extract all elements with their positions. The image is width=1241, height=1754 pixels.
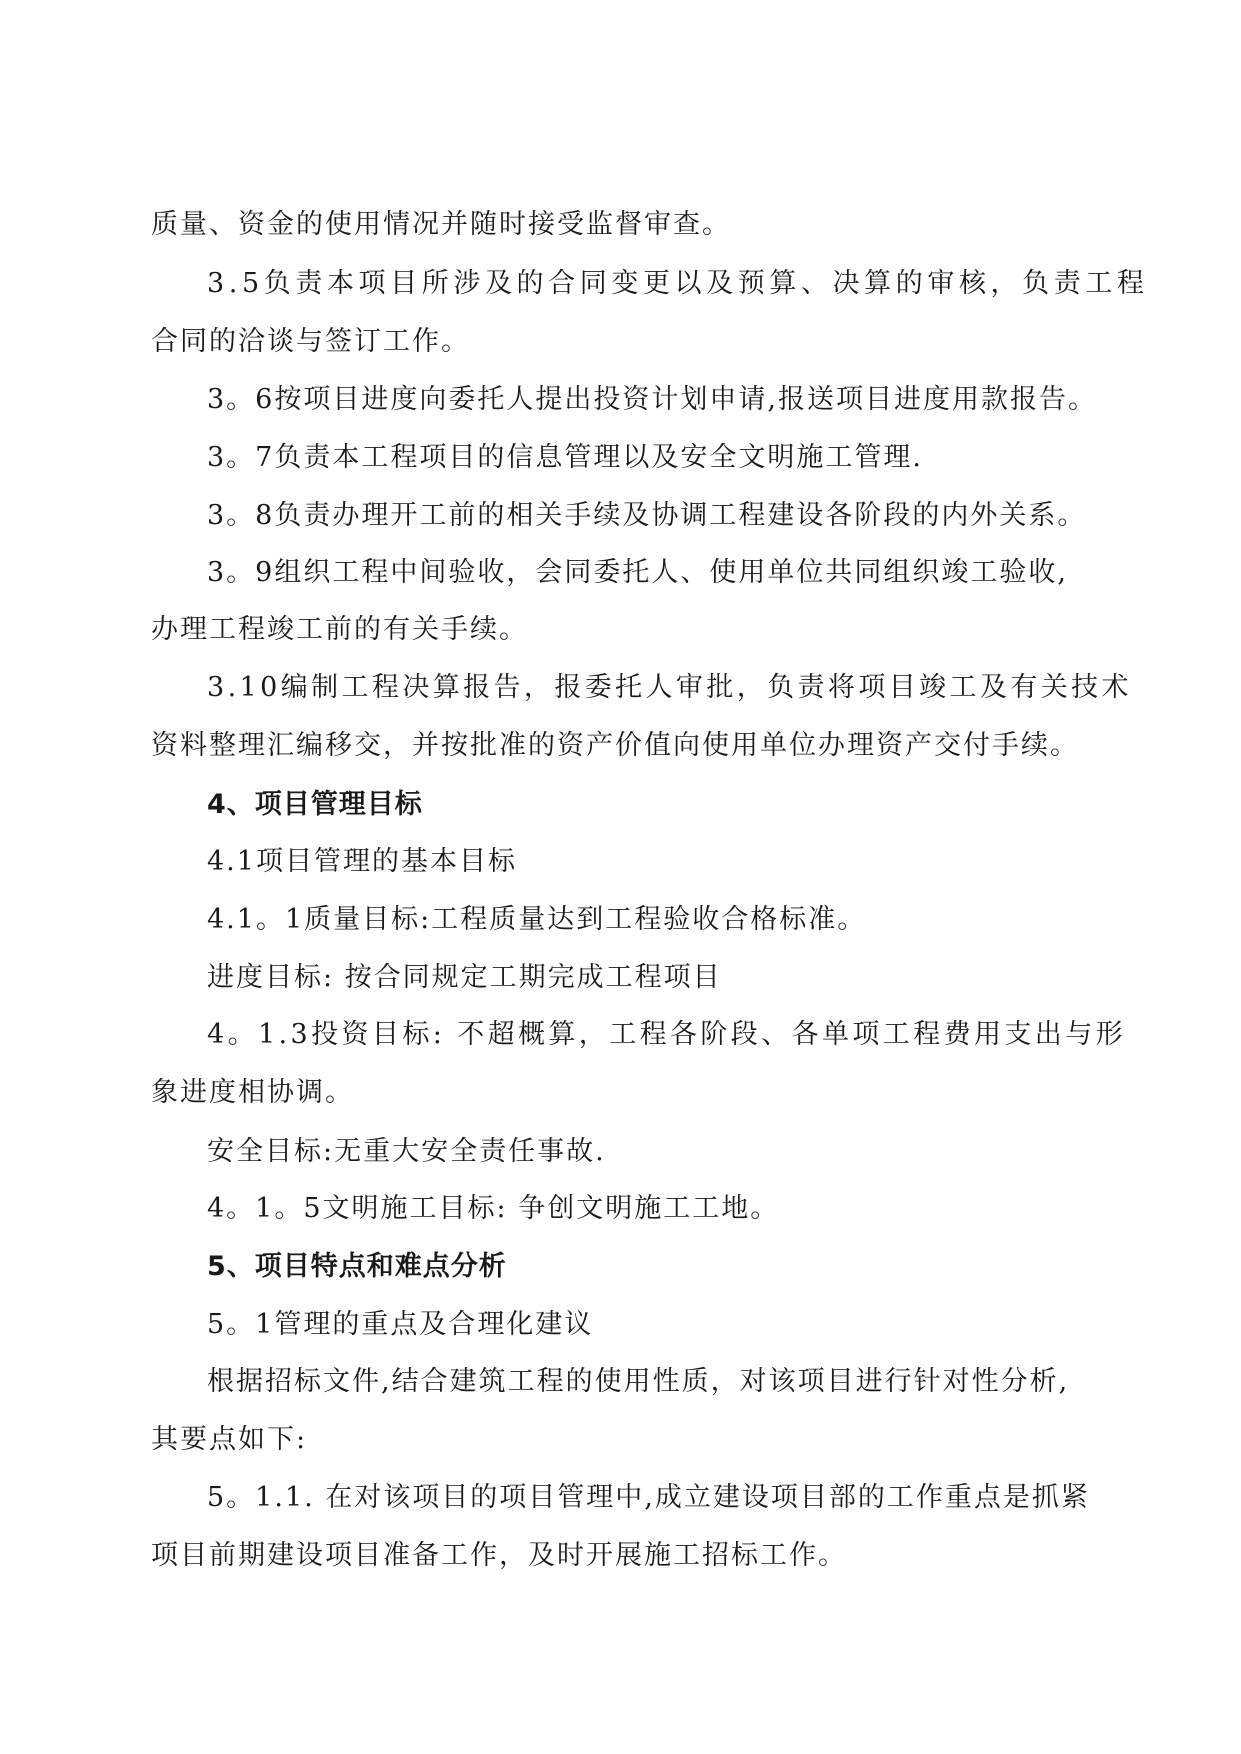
paragraph-line: 3.10编制工程决算报告，报委托人审批，负责将项目竣工及有关技术 — [207, 672, 1132, 703]
paragraph-line: 3。8负责办理开工前的相关手续及协调工程建设各阶段的内外关系。 — [207, 500, 1087, 531]
paragraph-line: 合同的洽谈与签订工作。 — [151, 326, 470, 357]
paragraph-line: 3。7负责本工程项目的信息管理以及安全文明施工管理. — [207, 442, 923, 473]
paragraph-line: 安全目标:无重大安全责任事故. — [207, 1136, 606, 1167]
paragraph-line: 项目前期建设项目准备工作，及时开展施工招标工作。 — [151, 1540, 847, 1571]
paragraph-line: 5。1.1. 在对该项目的项目管理中,成立建设项目部的工作重点是抓紧 — [207, 1482, 1090, 1513]
paragraph-line: 办理工程竣工前的有关手续。 — [151, 614, 528, 645]
paragraph-line: 进度目标: 按合同规定工期完成工程项目 — [207, 962, 722, 993]
subsection-title: 4.1项目管理的基本目标 — [207, 846, 517, 877]
paragraph-line: 资料整理汇编移交，并按批准的资产价值向使用单位办理资产交付手续。 — [151, 730, 1079, 761]
paragraph-line: 质量、资金的使用情况并随时接受监督审查。 — [151, 209, 731, 240]
paragraph-line: 4。1。5文明施工目标: 争创文明施工工地。 — [207, 1193, 780, 1224]
paragraph-line: 其要点如下: — [151, 1424, 308, 1455]
paragraph-line: 4.1。1质量目标:工程质量达到工程验收合格标准。 — [207, 904, 867, 935]
section-heading-5: 5、项目特点和难点分析 — [207, 1251, 507, 1282]
paragraph-line: 根据招标文件,结合建筑工程的使用性质，对该项目进行针对性分析, — [207, 1366, 1070, 1397]
paragraph-line: 3。6按项目进度向委托人提出投资计划申请,报送项目进度用款报告。 — [207, 384, 1097, 415]
paragraph-line: 3.5负责本项目所涉及的合同变更以及预算、决算的审核，负责工程 — [207, 268, 1149, 299]
paragraph-line: 3。9组织工程中间验收，会同委托人、使用单位共同组织竣工验收, — [207, 557, 1068, 588]
subsection-title: 5。1管理的重点及合理化建议 — [207, 1309, 594, 1340]
paragraph-line: 4。1.3投资目标: 不超概算，工程各阶段、各单项工程费用支出与形 — [207, 1019, 1126, 1050]
section-heading-4: 4、项目管理目标 — [207, 789, 423, 820]
paragraph-line: 象进度相协调。 — [151, 1077, 354, 1108]
